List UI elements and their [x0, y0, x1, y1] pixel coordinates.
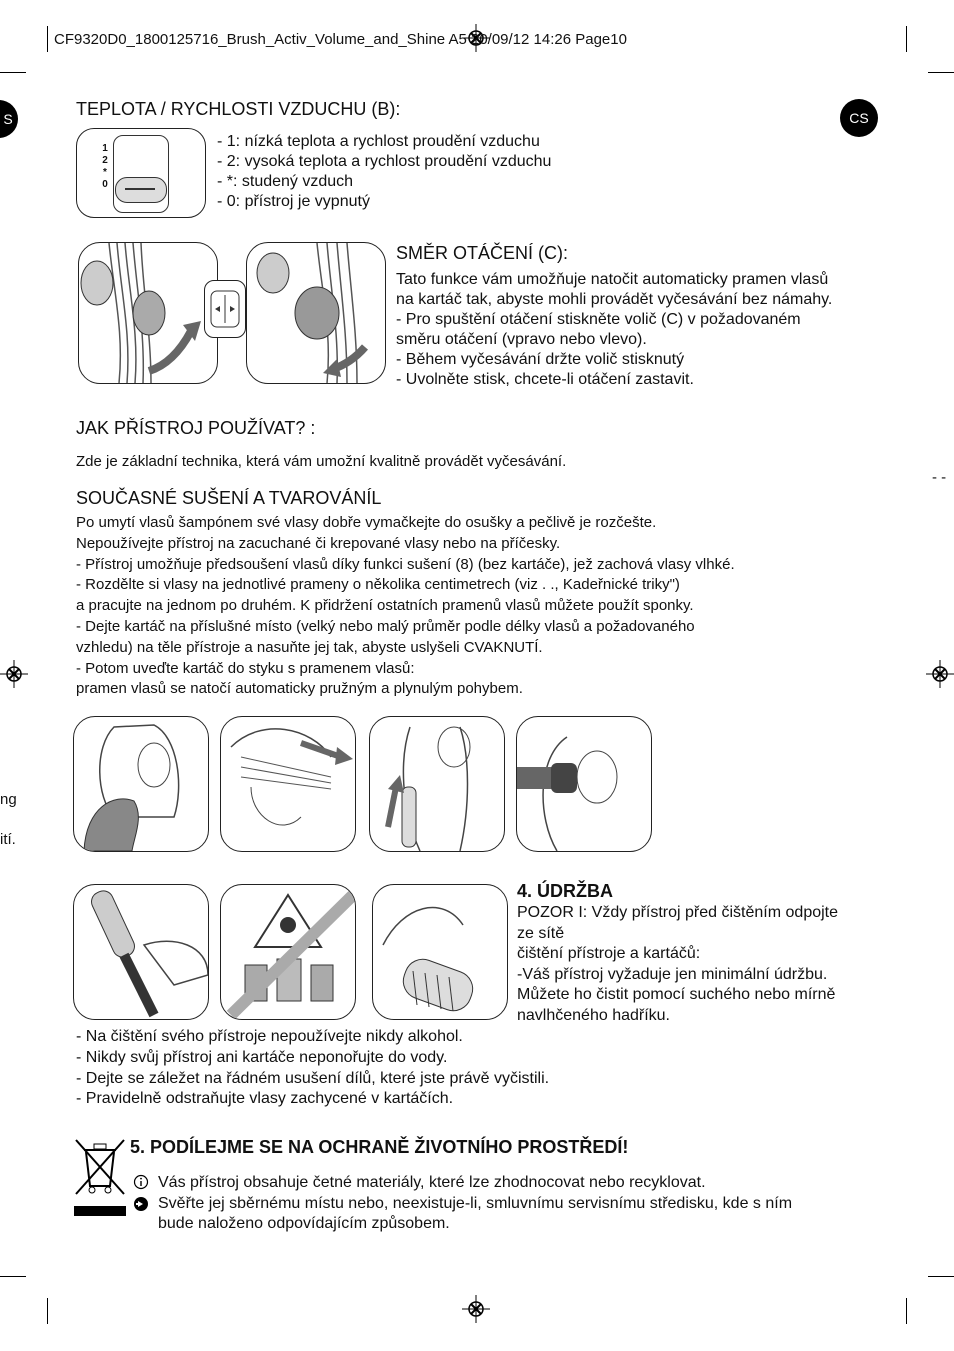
switch-slider — [115, 177, 167, 203]
no-chemicals-illustration — [220, 884, 356, 1020]
rotation-right-illustration — [246, 242, 386, 384]
clean-brush-illustration — [372, 884, 508, 1020]
registration-mark-icon — [0, 660, 28, 688]
info-icon — [133, 1174, 149, 1190]
margin-fragment: ng — [0, 791, 17, 808]
environment-item-disposal: Svěřte jej sběrnému místu nebo, neexistuje-li, smluvnímu servisnímu středisku, kde s ním bude naloženo odpovídajícím způsobem. — [158, 1195, 793, 1232]
crop-mark — [0, 72, 26, 73]
rotation-switch-illustration — [204, 280, 246, 338]
step-section-hair-illustration — [220, 716, 356, 852]
maintenance-brush-illustration — [73, 884, 209, 1020]
usage-intro: Zde je základní technika, která vám umožní kvalitně provádět vyčesávání. — [76, 453, 567, 470]
crossed-bin-icon — [74, 1138, 126, 1218]
crop-mark — [928, 1276, 954, 1277]
crop-mark — [928, 72, 954, 73]
crop-mark — [906, 1298, 907, 1324]
registration-mark-icon — [462, 1295, 490, 1323]
arrow-right-icon — [133, 1196, 149, 1212]
dash-marks: - - — [932, 469, 947, 486]
section-title-rotation: SMĚR OTÁČENÍ (C): — [396, 243, 569, 263]
step-towel-illustration — [73, 716, 209, 852]
rotation-left-illustration — [78, 242, 218, 384]
language-badge: CS — [840, 99, 878, 137]
temperature-list: - 1: nízká teplota a rychlost proudění vzduchu - 2: vysoká teplota a rychlost proudění vzduchu - *: studený vzduch - 0: přístroj je vypnutý — [217, 133, 552, 210]
registration-mark-icon — [926, 660, 954, 688]
section-title-temperature: TEPLOTA / RYCHLOSTI VZDUCHU (B): — [76, 99, 401, 119]
crop-mark — [0, 1276, 26, 1277]
speed-switch-illustration — [76, 128, 206, 218]
language-badge-left: S — [0, 100, 18, 138]
section-title-environment: 5. PODÍLEJME SE NA OCHRANĚ ŽIVOTNÍHO PROSTŘEDÍ! — [130, 1137, 629, 1157]
crop-mark — [47, 26, 48, 52]
section-title-maintenance: 4. ÚDRŽBA — [517, 881, 614, 901]
section-title-drying: SOUČASNÉ SUŠENÍ A TVAROVÁNÍL — [76, 488, 382, 508]
switch-labels: 1 2 * 0 — [102, 143, 108, 190]
drying-text: Po umytí vlasů šampónem své vlasy dobře vymačkejte do osušky a pečlivě je rozčešte. Nepoužívejte přístroj na zacuchané či krepované vlasy nebo na příčesky. - Přístroj umožňuje předsoušení vlasů díky funkci sušení (8) (bez kartáče), jež zachová vlasy vlhké. - Rozdělte si vlasy na jednotlivé prameny o několika centimetrech (viz . ., Kadeřnické triky") a pracujte na jednom po druhém. K přidržení ostatních pramenů vlasů můžete použít sponky. - Dejte kartáč na příslušné místo (velký nebo malý průměr podle délky vlasů a požadovaného vzhledu) na těle přístroje a nasuňte jej tak, abyste uslyšeli CVAKNUTÍ. - Potom uveďte kartáč do styku s pramenem vlasů: pramen vlasů se natočí automaticky pružným a plynulým pohybem. — [76, 514, 735, 698]
maintenance-text: POZOR I: Vždy přístroj před čištěním odpojte ze sítě čištění přístroje a kartáčů: -Váš přístroj vyžaduje jen minimální údržbu. Můžete ho čistit pomocí suchého nebo mírně navlhčeného hadříku. — [517, 904, 839, 1024]
step-brush-up-illustration — [369, 716, 505, 852]
maintenance-bullets: - Na čištění svého přístroje nepoužívejte nikdy alkohol. - Nikdy svůj přístroj ani kartáče neponořujte do vody. - Dejte se záležet na řádném usušení dílů, které jste právě vyčistili. - Pravidelně odstraňujte vlasy zachycené v kartáčích. — [76, 1028, 550, 1108]
margin-fragment: ití. — [0, 831, 16, 848]
environment-item-recycle: Vás přístroj obsahuje četné materiály, které lze zhodnocovat nebo recyklovat. — [158, 1174, 706, 1191]
crop-mark — [47, 1298, 48, 1324]
print-header: CF9320D0_1800125716_Brush_Activ_Volume_and_Shine A5 20/09/12 14:26 Page10 — [54, 31, 627, 48]
section-title-usage: JAK PŘÍSTROJ POUŽÍVAT? : — [76, 418, 316, 438]
crop-mark — [906, 26, 907, 52]
step-brush-curl-illustration — [516, 716, 652, 852]
rotation-text: Tato funkce vám umožňuje natočit automaticky pramen vlasů na kartáč tak, abyste mohli provádět vyčesávání bez námahy. - Pro spuštění otáčení stiskněte volič (C) v požadovaném směru otáčení (vpravo nebo vlevo). - Během vyčesávání držte volič stisknutý - Uvolněte stisk, chcete-li otáčení zastavit. — [396, 271, 833, 388]
